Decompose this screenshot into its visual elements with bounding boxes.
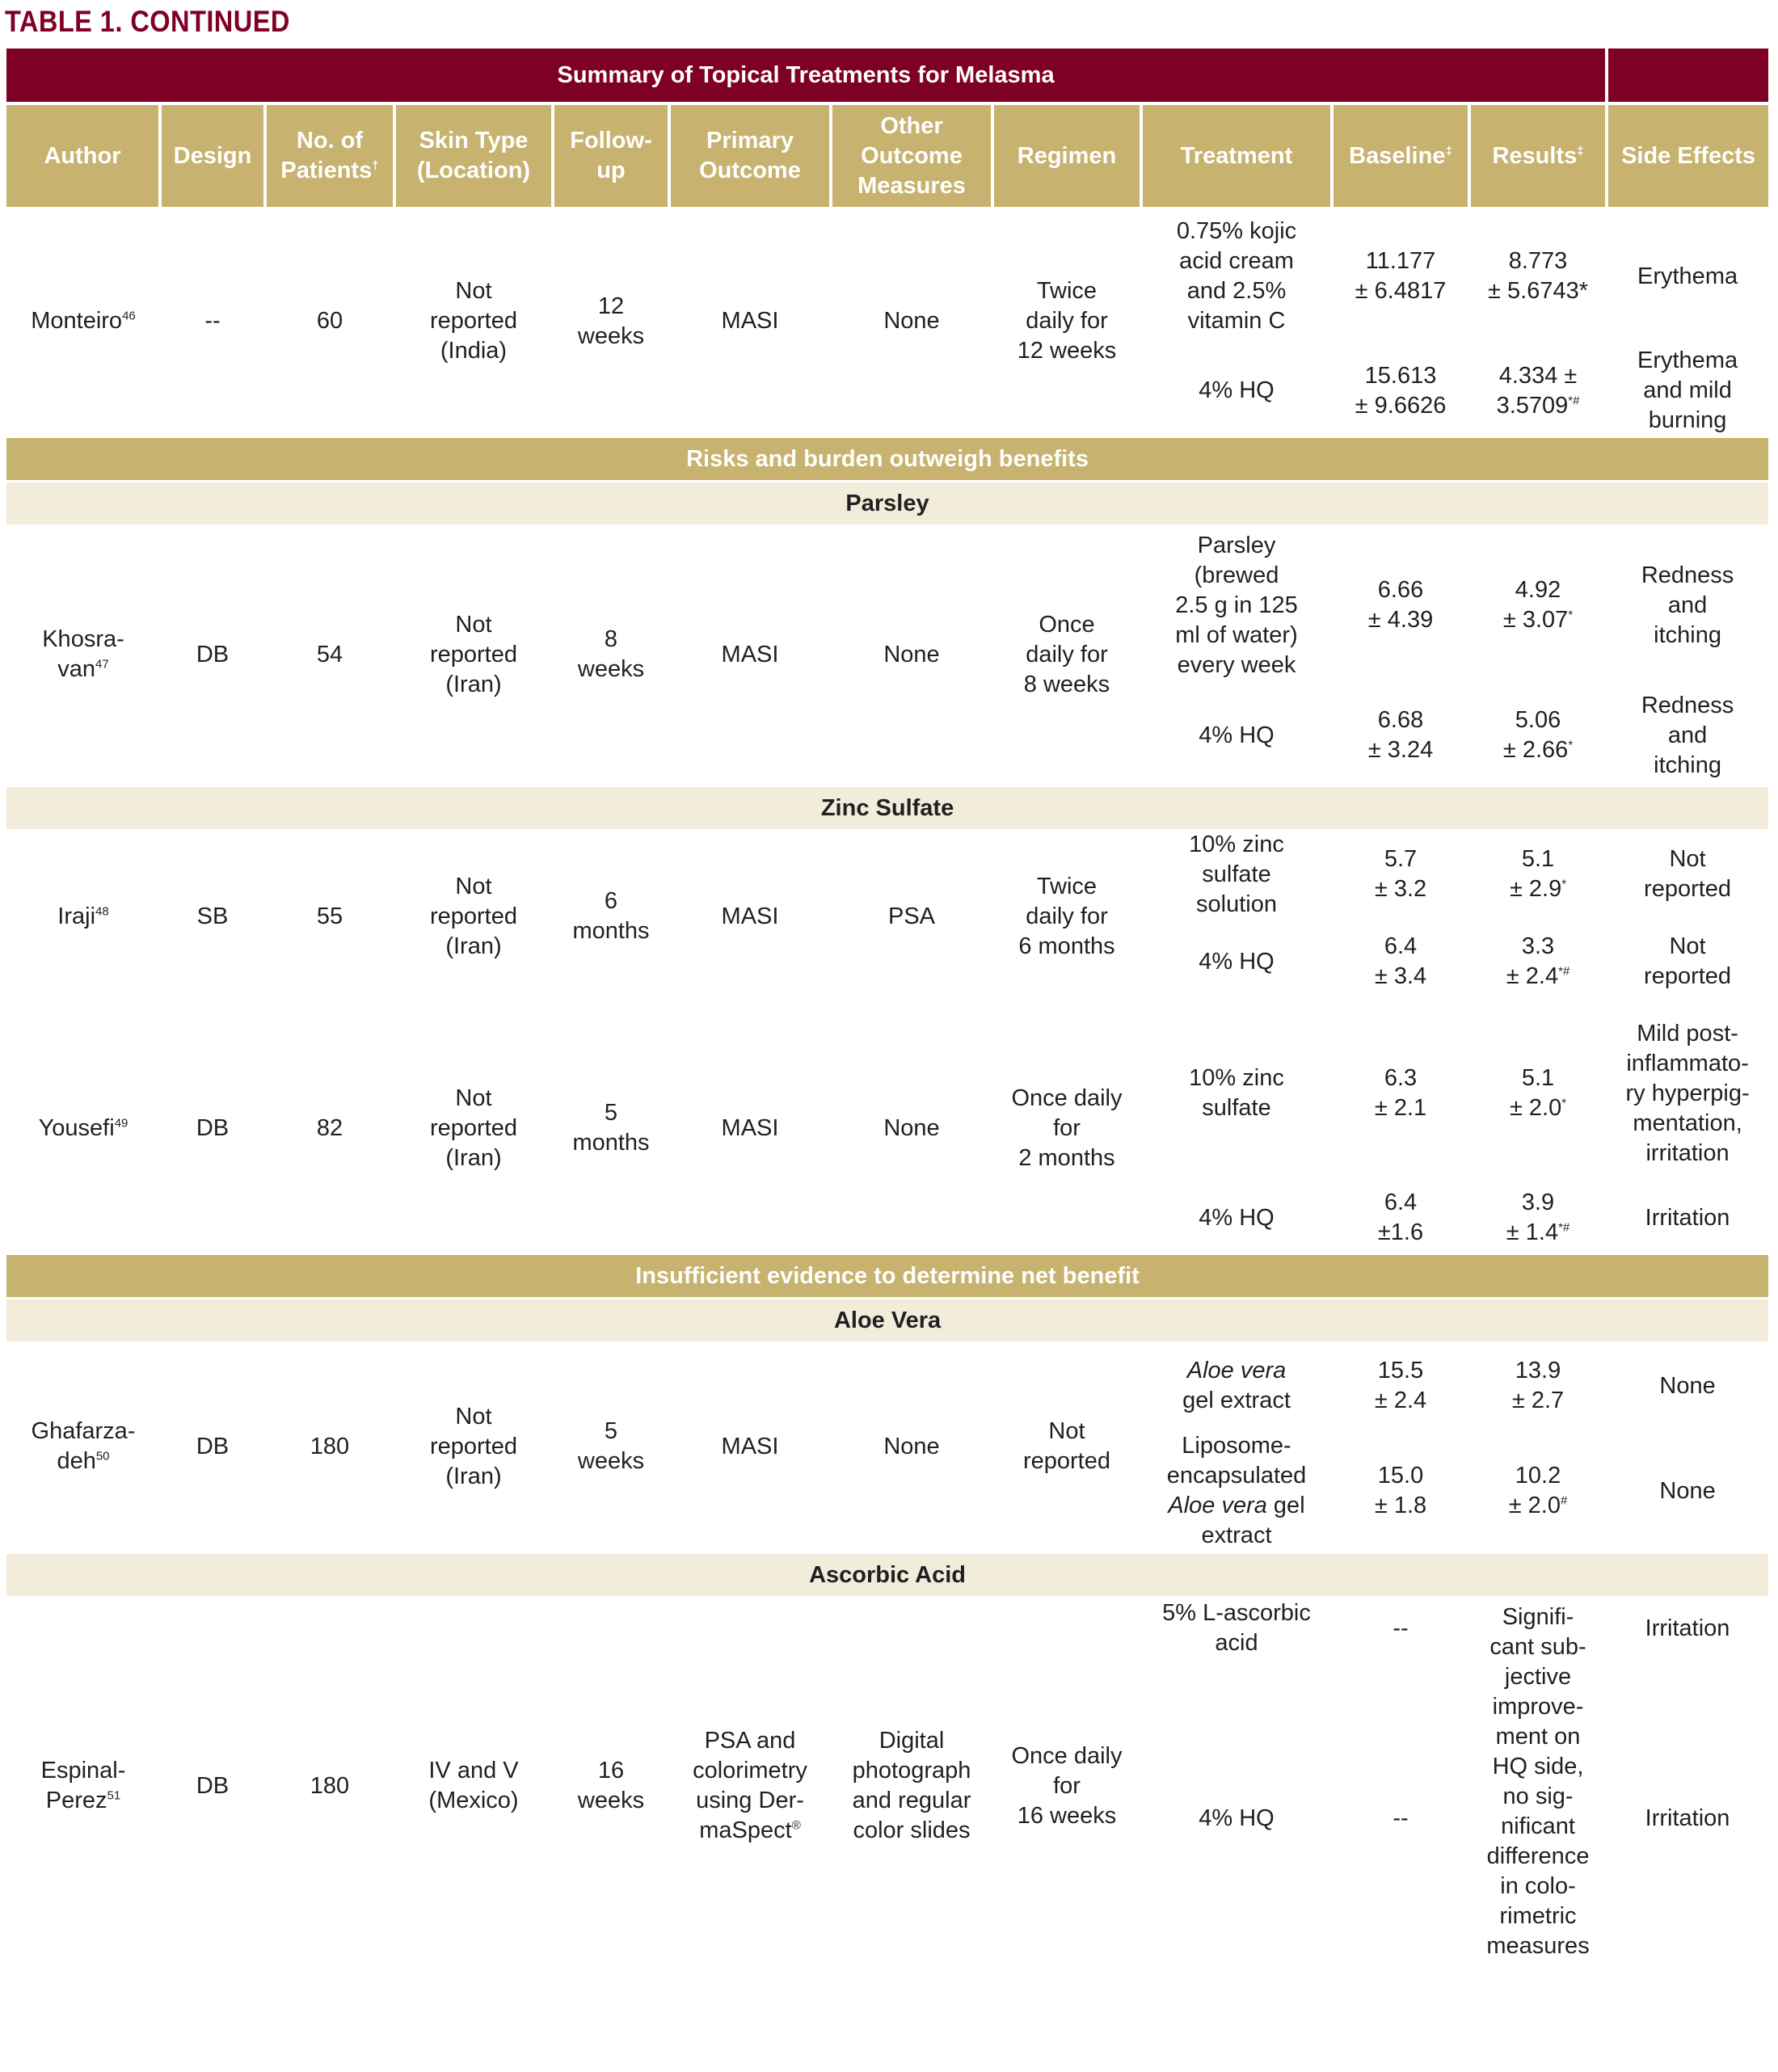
other-outcome-cell: None bbox=[883, 641, 940, 668]
primary-outcome-cell: MASI bbox=[721, 903, 779, 929]
treatment-cell: 4% HQ bbox=[1199, 1805, 1275, 1831]
subsection-zinc-sulfate: Zinc Sulfate bbox=[6, 786, 1768, 830]
col-follow-up: Follow- up bbox=[553, 103, 669, 207]
results-cell: 10.2 ± 2.0# bbox=[1508, 1463, 1568, 1518]
follow-up-cell: 5 weeks bbox=[577, 1418, 645, 1474]
section-band bbox=[6, 437, 1768, 482]
treatment-cell: 10% zinc sulfate solution bbox=[1189, 831, 1284, 917]
skin-type-cell: IV and V (Mexico) bbox=[428, 1758, 519, 1813]
skin-type-cell: Not reported (Iran) bbox=[429, 1403, 517, 1489]
baseline-cell: -- bbox=[1392, 1615, 1409, 1641]
results-cell: 4.334 ± 3.5709*# bbox=[1496, 362, 1580, 419]
treatment-cell: 4% HQ bbox=[1199, 377, 1275, 403]
treatment-cell: 10% zinc sulfate bbox=[1189, 1065, 1284, 1121]
author-cell: Khosra- van$^{47}$ bbox=[42, 626, 124, 682]
author-cell: Iraji$^{48}$ bbox=[57, 903, 109, 929]
regimen-cell: Once daily for 8 weeks bbox=[1023, 611, 1110, 697]
table-row bbox=[6, 1341, 1768, 1430]
follow-up-cell: 8 weeks bbox=[577, 626, 645, 682]
treatment-cell: 4% HQ bbox=[1199, 1204, 1275, 1231]
author-cell: Monteiro$^{46}$ bbox=[31, 308, 136, 334]
skin-type-cell: Not reported (Iran) bbox=[429, 611, 517, 697]
other-outcome-cell: None bbox=[883, 1114, 940, 1141]
section-risks: Risks and burden outweigh benefits bbox=[6, 437, 1768, 482]
skin-type-cell: Not reported (Iran) bbox=[429, 1084, 517, 1171]
follow-up-cell: 5 months bbox=[572, 1100, 650, 1156]
table-row bbox=[6, 1596, 1768, 1661]
other-outcome-cell: Digital photograph and regular color slides bbox=[852, 1728, 971, 1843]
header-row bbox=[6, 103, 1768, 207]
follow-up-cell: 16 weeks bbox=[577, 1758, 645, 1813]
side-effects-cell: Redness and itching bbox=[1641, 692, 1734, 778]
table-row bbox=[6, 1004, 1768, 1183]
author-cell: Yousefi$^{49}$ bbox=[38, 1114, 129, 1141]
design-cell: SB bbox=[196, 903, 229, 929]
col-other-outcome: Other Outcome Measures bbox=[831, 103, 992, 207]
baseline-cell: 15.5 ± 2.4 bbox=[1374, 1358, 1427, 1413]
treatment-cell: 0.75% kojic acid cream and 2.5% vitamin C bbox=[1176, 218, 1297, 334]
other-outcome-cell: PSA bbox=[887, 903, 936, 929]
design-cell: DB bbox=[196, 1114, 230, 1141]
subsection-band bbox=[6, 1299, 1768, 1342]
side-effects-cell: None bbox=[1659, 1477, 1716, 1504]
follow-up-cell: 12 weeks bbox=[577, 293, 645, 349]
table-caption: TABLE 1. CONTINUED bbox=[5, 5, 290, 38]
other-outcome-cell: None bbox=[883, 1433, 940, 1459]
baseline-cell: 6.68 ± 3.24 bbox=[1367, 707, 1434, 763]
treatment-cell: Aloe vera gel extract bbox=[1182, 1358, 1291, 1413]
regimen-cell: Twice daily for 12 weeks bbox=[1017, 278, 1117, 364]
skin-type-cell: Not reported (India) bbox=[429, 278, 517, 364]
subsection-band bbox=[6, 1553, 1768, 1597]
primary-outcome-cell: PSA and colorimetry using Der- maSpect® bbox=[693, 1728, 807, 1843]
regimen-cell: Once daily for 16 weeks bbox=[1011, 1742, 1123, 1829]
results-cell: 3.9 ± 1.4*# bbox=[1506, 1190, 1570, 1245]
primary-outcome-cell: MASI bbox=[721, 308, 779, 334]
regimen-cell: Once daily for 2 months bbox=[1011, 1084, 1123, 1171]
baseline-cell: 15.613 ± 9.6626 bbox=[1355, 362, 1447, 419]
subsection-band bbox=[6, 786, 1768, 830]
table-title: Summary of Topical Treatments for Melasma bbox=[6, 48, 1607, 103]
results-cell: 5.1 ± 2.9* bbox=[1509, 846, 1567, 902]
design-cell: DB bbox=[196, 641, 230, 668]
side-effects-cell: Erythema bbox=[1637, 263, 1738, 289]
primary-outcome-cell: MASI bbox=[721, 641, 779, 668]
results-cell: Signifi- cant sub- jective improve- ment on HQ side, no sig- nificant difference in colo- rimetric measures bbox=[1486, 1604, 1590, 1959]
section-band bbox=[6, 1254, 1768, 1299]
patients-cell: 180 bbox=[310, 1772, 350, 1799]
table-row bbox=[6, 524, 1768, 686]
subsection-band bbox=[6, 482, 1768, 525]
col-regimen: Regimen bbox=[992, 103, 1141, 207]
subsection-aloe-vera: Aloe Vera bbox=[6, 1299, 1768, 1342]
col-patients: No. of Patients† bbox=[265, 103, 394, 207]
patients-cell: 54 bbox=[316, 641, 343, 668]
author-cell: Ghafarza- deh$^{50}$ bbox=[31, 1418, 136, 1474]
col-skin-type: Skin Type (Location) bbox=[394, 103, 553, 207]
results-cell: 5.1 ± 2.0* bbox=[1509, 1065, 1567, 1121]
col-primary-outcome: Primary Outcome bbox=[669, 103, 831, 207]
design-cell: DB bbox=[196, 1433, 230, 1459]
side-effects-cell: Irritation bbox=[1645, 1615, 1730, 1641]
side-effects-cell: None bbox=[1659, 1372, 1716, 1399]
subsection-parsley: Parsley bbox=[6, 482, 1768, 525]
col-baseline: Baseline‡ bbox=[1332, 103, 1469, 207]
skin-type-cell: Not reported (Iran) bbox=[429, 873, 517, 959]
patients-cell: 55 bbox=[316, 903, 343, 929]
patients-cell: 82 bbox=[316, 1114, 343, 1141]
author-cell: Espinal- Perez$^{51}$ bbox=[40, 1758, 126, 1813]
baseline-cell: -- bbox=[1392, 1805, 1409, 1831]
results-cell: 8.773 ± 5.6743* bbox=[1488, 248, 1589, 304]
side-effects-cell: Irritation bbox=[1645, 1204, 1730, 1231]
side-effects-cell: Mild post- inflammato- ry hyperpig- mentation, irritation bbox=[1625, 1020, 1750, 1166]
treatment-cell: Liposome- encapsulated Aloe vera gel extract bbox=[1166, 1433, 1307, 1548]
baseline-cell: 6.4 ±1.6 bbox=[1377, 1190, 1424, 1245]
col-design: Design bbox=[160, 103, 265, 207]
treatment-cell: 5% L-ascorbic acid bbox=[1162, 1600, 1311, 1656]
results-cell: 3.3 ± 2.4*# bbox=[1506, 933, 1570, 989]
results-cell: 13.9 ± 2.7 bbox=[1511, 1358, 1565, 1413]
section-insufficient: Insufficient evidence to determine net benefit bbox=[6, 1254, 1768, 1299]
follow-up-cell: 6 months bbox=[572, 888, 650, 944]
baseline-cell: 6.66 ± 4.39 bbox=[1367, 577, 1434, 633]
baseline-cell: 15.0 ± 1.8 bbox=[1374, 1463, 1427, 1518]
design-cell: DB bbox=[196, 1772, 230, 1799]
other-outcome-cell: None bbox=[883, 308, 940, 334]
treatment-cell: 4% HQ bbox=[1199, 948, 1275, 975]
baseline-cell: 6.4 ± 3.4 bbox=[1374, 933, 1427, 989]
side-effects-cell: Irritation bbox=[1645, 1805, 1730, 1831]
design-cell: -- bbox=[204, 308, 221, 334]
baseline-cell: 6.3 ± 2.1 bbox=[1374, 1065, 1427, 1121]
regimen-cell: Not reported bbox=[1022, 1418, 1110, 1474]
regimen-cell: Twice daily for 6 months bbox=[1018, 873, 1115, 959]
col-results: Results‡ bbox=[1469, 103, 1607, 207]
subsection-ascorbic-acid: Ascorbic Acid bbox=[6, 1553, 1768, 1597]
results-cell: 4.92 ± 3.07* bbox=[1502, 577, 1574, 633]
patients-cell: 60 bbox=[316, 308, 343, 334]
treatment-cell: Parsley (brewed 2.5 g in 125 ml of water) every week bbox=[1175, 532, 1298, 678]
table-title-row bbox=[6, 48, 1768, 103]
table-row bbox=[6, 829, 1768, 920]
col-side-effects: Side Effects bbox=[1607, 103, 1768, 207]
primary-outcome-cell: MASI bbox=[721, 1114, 779, 1141]
side-effects-cell: Not reported bbox=[1644, 846, 1732, 902]
col-author: Author bbox=[6, 103, 160, 207]
col-treatment: Treatment bbox=[1141, 103, 1332, 207]
results-cell: 5.06 ± 2.66* bbox=[1502, 707, 1574, 763]
baseline-cell: 5.7 ± 3.2 bbox=[1374, 846, 1427, 902]
primary-outcome-cell: MASI bbox=[721, 1433, 779, 1459]
table-row bbox=[6, 207, 1768, 346]
title-spacer bbox=[1607, 48, 1768, 103]
side-effects-cell: Redness and itching bbox=[1641, 562, 1734, 648]
side-effects-cell: Not reported bbox=[1644, 933, 1732, 989]
side-effects-cell: Erythema and mild burning bbox=[1637, 347, 1738, 433]
baseline-cell: 11.177 ± 6.4817 bbox=[1355, 248, 1447, 304]
treatment-cell: 4% HQ bbox=[1199, 722, 1275, 748]
treatments-table bbox=[6, 48, 1768, 1976]
patients-cell: 180 bbox=[310, 1433, 350, 1459]
